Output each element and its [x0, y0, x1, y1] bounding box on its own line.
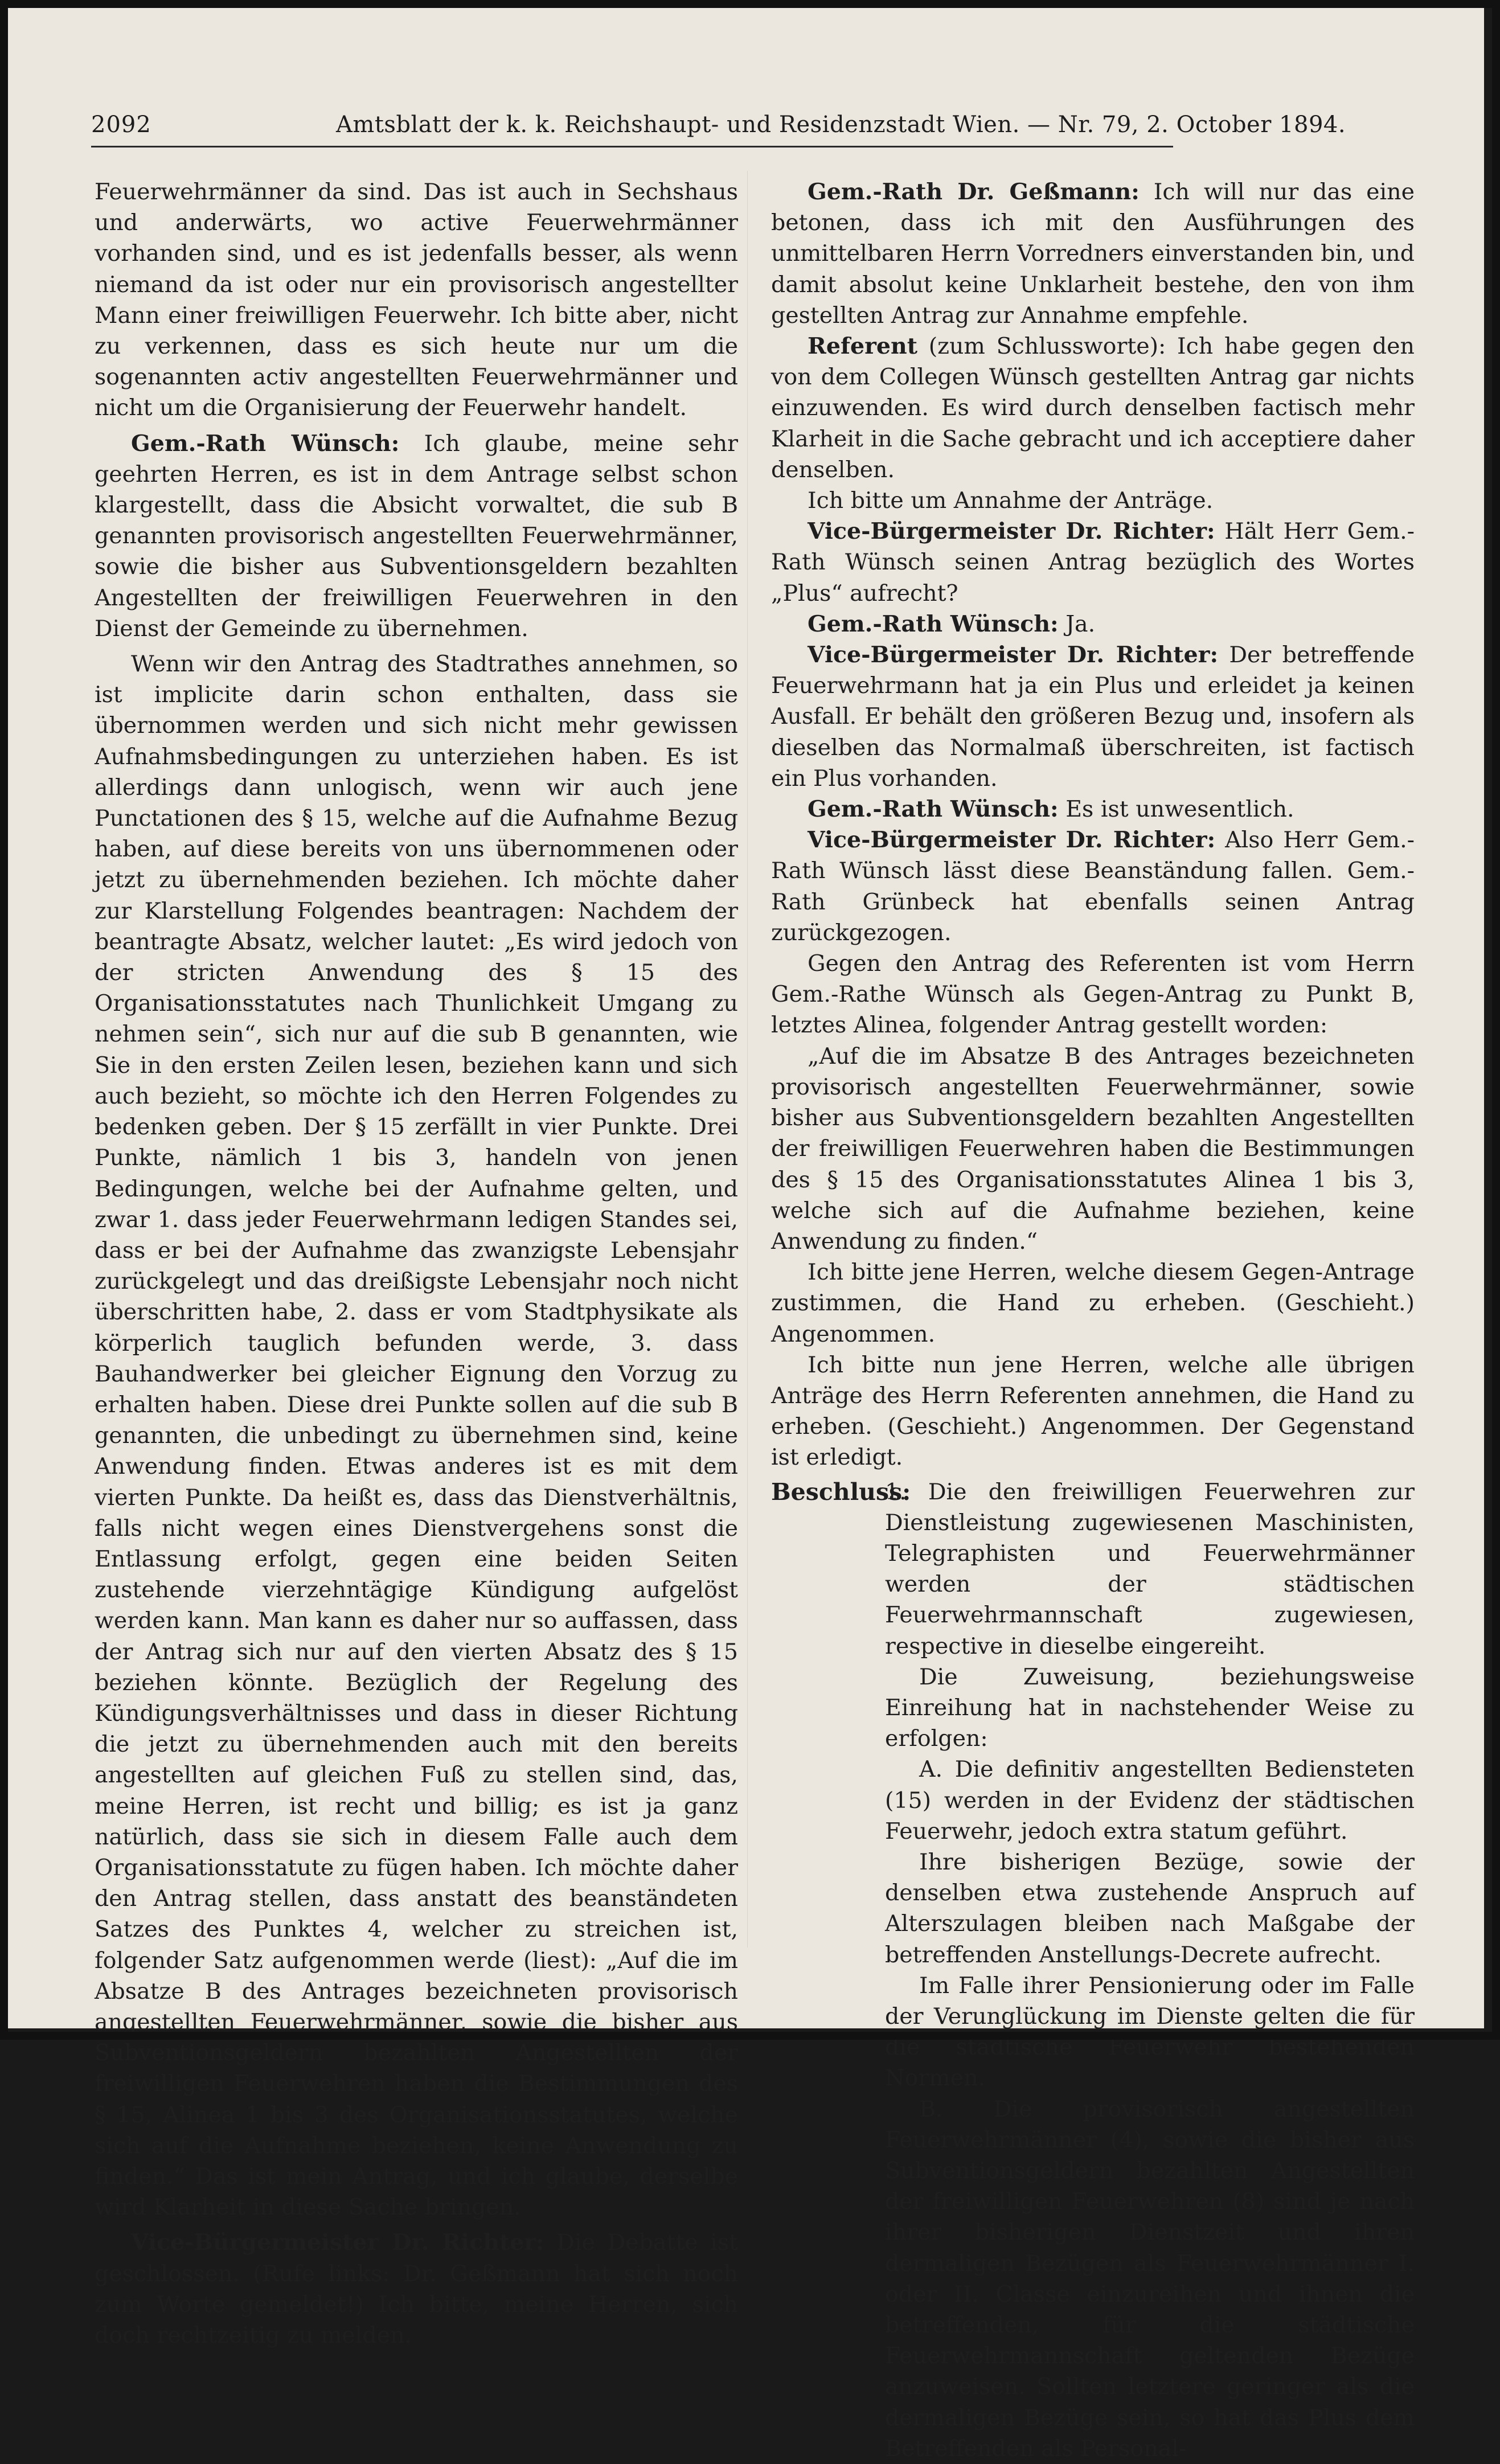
publication-title: Amtsblatt der k. k. Reichshaupt- und Residenzstadt Wien. — Nr. 79, 2. October 1894. — [336, 112, 1346, 138]
speaker-name: Gem.-Rath Wünsch: — [808, 610, 1059, 637]
column-gutter — [747, 171, 748, 1948]
resolution-paragraph: A. Die definitiv angestellten Bediensteten (15) werden in der Evidenz der städtischen Feuerwehr, jedoch extra statum geführt. — [885, 1756, 1415, 1844]
resolution-paragraph: Die Zuweisung, beziehungsweise Einreihung hat in nachstehender Weise zu erfolgen: — [885, 1663, 1415, 1752]
paragraph-text: Ja. — [1058, 610, 1096, 637]
speech-wuensch-2 — [771, 609, 1415, 639]
paragraph-text: Gegen den Antrag des Referenten ist vom Herrn Gem.-Rathe Wünsch als Gegen-Antrag zu Punkt B, letztes Alinea, folgender Antrag gestellt worden: — [771, 950, 1415, 1039]
paragraph — [771, 1350, 1415, 1473]
paragraph — [771, 1257, 1415, 1350]
speech-richter-1 — [95, 2227, 738, 2351]
paragraph-text: Wenn wir den Antrag des Stadtrathes annehmen, so ist implicite darin schon enthalten, dass sie übernommen werden und sich nicht mehr gewissen Aufnahmsbedingungen zu unterziehen haben. Es ist allerdings dann unlogisch, wenn wir auch jene Punctationen des § 15, welche auf die Aufnahme Bezug haben, auf diese bereits von uns übernommenen oder jetzt zu übernehmenden beziehen. Ich möchte daher zur Klarstellung Folgendes beantragen: Nachdem der beantragte Absatz, welcher lautet: „Es wird jedoch von der stricten Anwendung des § 15 des Organisationsstatutes nach Thunlichkeit Umgang zu nehmen sein“, sich nur auf die sub B genannten, wie Sie in den ersten Zeilen lesen, beziehen kann und sich auch bezieht, so möchte ich den Herren Folgendes zu bedenken geben. Der § 15 zerfällt in vier Punkte. Drei Punkte, nämlich 1 bis 3, handeln von jenen Bedingungen, welche bei der Aufnahme gelten, und zwar 1. dass jeder Feuerwehrmann ledigen Standes sei, dass er bei der Aufnahme das zwanzigste Lebensjahr zurückgelegt und das dreißigste Lebensjahr noch nicht überschritten habe, 2. dass er vom Stadtphysikate als körperlich tauglich befunden werde, 3. dass Bauhandwerker bei gleicher Eignung den Vorzug zu erhalten haben. Diese drei Punkte sollen auf die sub B genannten, die unbedingt zu übernehmen sind, keine Anwendung finden. Etwas anderes ist es mit dem vierten Punkte. Da heißt es, dass das Dienstverhältnis, falls nicht wegen eines Dienstvergehens sonst die Entlassung erfolgt, gegen eine beiden Seiten zustehende vierzehntägige Kündigung aufgelöst werden kann. Man kann es daher nur so auffassen, dass der Antrag sich nur auf den vierten Absatz des § 15 beziehen könnte. Bezüglich der Regelung des Kündigungsverhältnisses und dass in dieser Richtung die jetzt zu übernehmenden auch mit den bereits angestellten auf gleichen Fuß zu stellen sind, das, meine Herren, ist recht und billig; es ist ja ganz natürlich, dass sie sich in diesem Falle auch dem Organisationsstatute zu fügen haben. Ich möchte daher den Antrag stellen, dass anstatt des beanständeten Satzes des Punktes 4, welcher zu streichen ist, folgender Satz aufgenommen werde (liest): „Auf die im Absatze B des Antrages bezeichneten provisorisch angestellten Feuerwehrmänner, sowie die bisher aus Subventionsgeldern bezahlten Angestellten der freiwilligen Feuerwehren haben die Bestimmungen des § 15, Alinea 1 bis 3 des Organisationsstatutes, welche sich auf die Aufnahme beziehen, keine Anwendung zu finden.“ Das ist mein Antrag, und ich glaube, derselbe wird Klarheit in diese Sache bringen. — [95, 651, 738, 2221]
paragraph-text: Also Herr Gem.-Rath Wünsch lässt diese Beanständung fallen. Gem.-Rath Grünbeck hat ebenfalls seinen Antrag zurückgezogen. — [771, 827, 1415, 946]
speaker-name: Vice-Bürgermeister Dr. Richter: — [131, 2229, 544, 2256]
speaker-name: Gem.-Rath Wünsch: — [808, 796, 1059, 823]
paragraph-text: Ich bitte jene Herren, welche diesem Gegen-Antrage zustimmen, die Hand zu erheben. (Geschieht.) Angenommen. — [771, 1259, 1415, 1347]
paragraph-text: „Auf die im Absatze B des Antrages bezeichneten provisorisch angestellten Feuerwehrmänner, sowie bisher aus Subventionsgeldern bezahlten Angestellten der freiwilligen Feuerwehren haben die Bestimmungen des § 15 des Organisationsstatutes Alinea 1 bis 3, welche sich auf die Aufnahme beziehen, keine Anwendung zu finden.“ — [771, 1043, 1415, 1254]
speech-referent — [771, 331, 1415, 485]
resolution-block — [771, 1477, 1415, 2464]
speech-wuensch-3 — [771, 794, 1415, 825]
resolution-paragraph: B. Die provisorisch angestellten Feuerwehrmänner (4), sowie die bisher aus Subventionsgeldern bezahlten Angestellten der freiwilligen Feuerwehren (8) sind je nach ihrer bisherigen Dienstzeit und ihren dermaligen Bezügen als Feuerwehrmänner I. oder II. Classe einzureihen und ihnen die betreffenden, für die städtische Feuerwehrmannschaft geltenden Bezüge anzuweisen. Sollten letztere geringer als die dermaligen Bezüge sein, so hat das Plus dem Betreffenden als Personal- — [885, 2096, 1415, 2462]
paragraph-text: Ich bitte nun jene Herren, welche alle übrigen Anträge des Herrn Referenten annehmen, die Hand zu erheben. (Geschieht.) Angenommen. Der Gegenstand ist erledigt. — [771, 1351, 1415, 1471]
resolution-paragraph: 1. Die den freiwilligen Feuerwehren zur Dienstleistung zugewiesenen Maschinisten, Telegraphisten und Feuerwehrmänner werden der städtischen Feuerwehrmannschaft zugewiesen, respective in dieselbe eingereiht. — [885, 1478, 1415, 1659]
page-header — [91, 112, 1346, 146]
speaker-name: Vice-Bürgermeister Dr. Richter: — [808, 642, 1219, 669]
left-column — [95, 177, 738, 2349]
quoted-motion — [771, 1041, 1415, 1257]
speaker-name: Vice-Bürgermeister Dr. Richter: — [808, 827, 1216, 854]
speaker-name: Vice-Bürgermeister Dr. Richter: — [808, 518, 1215, 545]
speaker-name: Gem.-Rath Wünsch: — [131, 430, 400, 457]
paragraph — [95, 177, 738, 424]
paragraph — [95, 649, 738, 2223]
resolution-paragraph: Im Falle ihrer Pensionierung oder im Falle der Verunglückung im Dienste gelten die für die städtische Feuerwehr bestehenden Normen. — [885, 1972, 1415, 2092]
paragraph-text: Hält Herr Gem.-Rath Wünsch seinen Antrag bezüglich des Wortes „Plus“ aufrecht? — [771, 518, 1415, 606]
paragraph-text: Der betreffende Feuerwehrmann hat ja ein Plus und erleidet ja keinen Ausfall. Er behält den größeren Bezug und, insofern als dieselben das Normalmaß überschreiten, ist factisch ein Plus vorhanden. — [771, 642, 1415, 792]
speech-gessmann — [771, 177, 1415, 331]
paragraph — [771, 485, 1415, 516]
paragraph — [771, 948, 1415, 1041]
resolution-label: Beschluss: — [771, 1478, 911, 1506]
paragraph-text: Die Debatte ist geschlossen. (Rufe links: Dr. Geßmann hat sich noch zum Worte gemeldet!) Ich bitte, meine Herren, sich doch rechtzeitig zu melden. — [95, 2229, 738, 2349]
paragraph-text: Es ist unwesentlich. — [1058, 796, 1294, 823]
speaker-name: Gem.-Rath Dr. Geßmann: — [808, 179, 1140, 205]
resolution-paragraph: Ihre bisherigen Bezüge, sowie der denselben etwa zustehende Anspruch auf Alterszulagen bleiben nach Maßgabe der betreffenden Anstellungs-Decrete aufrecht. — [885, 1848, 1415, 1968]
speech-richter-3 — [771, 639, 1415, 794]
speech-wuensch-1 — [95, 428, 738, 644]
speech-richter-2 — [771, 516, 1415, 609]
speaker-name: Referent — [808, 333, 917, 360]
paragraph-text: Feuerwehrmänner da sind. Das ist auch in Sechshaus und anderwärts, wo active Feuerwehrmänner vorhanden sind, und es ist jedenfalls besser, als wenn niemand da ist oder nur ein provisorisch angestellter Mann einer freiwilligen Feuerwehr. Ich bitte aber, nicht zu verkennen, dass es sich heute nur um die sogenannten activ angestellten Feuerwehrmänner und nicht um die Organisierung der Feuerwehr handelt. — [95, 179, 738, 421]
paragraph-text: (zum Schlussworte): Ich habe gegen den von dem Collegen Wünsch gestellten Antrag gar nichts einzuwenden. Es wird durch denselben factisch mehr Klarheit in die Sache gebracht und ich acceptiere daher denselben. — [771, 333, 1415, 483]
paragraph-text: Ich glaube, meine sehr geehrten Herren, es ist in dem Antrage selbst schon klargestellt, dass die Absicht vorwaltet, die sub B genannten provisorisch angestellten Feuerwehrmänner, sowie die bisher aus Subventionsgeldern bezahlten Angestellten der freiwilligen Feuerwehren in den Dienst der Gemeinde zu übernehmen. — [95, 430, 738, 642]
right-column — [771, 177, 1415, 2462]
resolution-body — [771, 1477, 1415, 2464]
paragraph-text: Ich bitte um Annahme der Anträge. — [808, 487, 1214, 514]
paragraph-text: Ich will nur das eine betonen, dass ich mit den Ausführungen des unmittelbaren Herrn Vorredners einverstanden bin, und damit absolut keine Unklarheit bestehe, den von ihm gestellten Antrag zur Annahme empfehle. — [771, 179, 1415, 329]
speech-richter-4 — [771, 825, 1415, 948]
page-number: 2092 — [91, 112, 151, 138]
header-rule — [91, 146, 1173, 147]
